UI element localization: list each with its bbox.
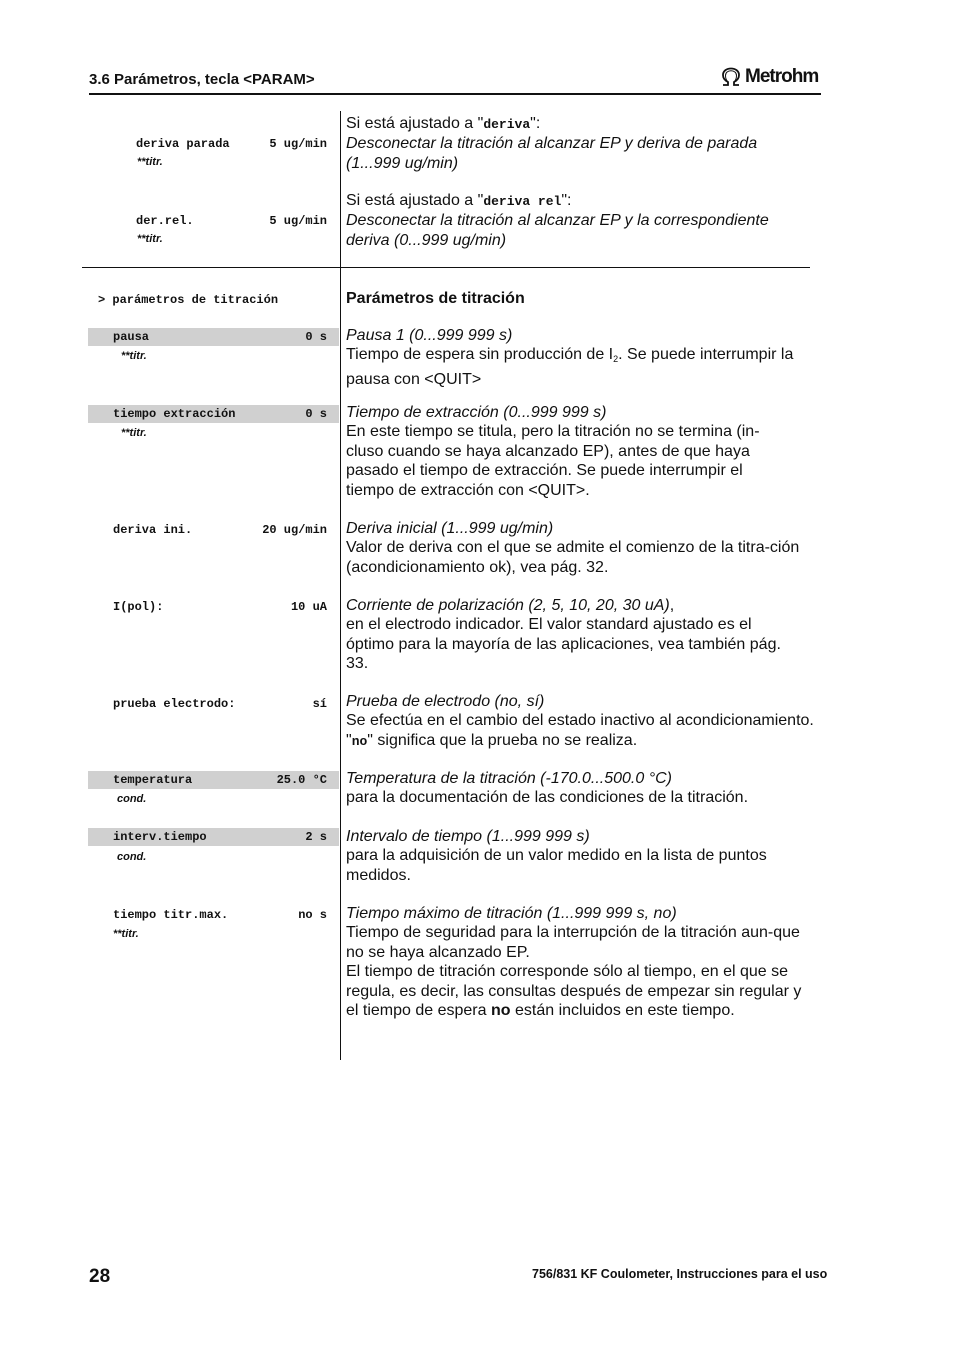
desc-corriente <box>346 596 816 674</box>
desc-title: Temperatura de la titración (-170.0...500.0 °C) <box>346 770 672 787</box>
desc-title: Pausa 1 (0...999 999 s) <box>346 327 513 344</box>
section-title: 3.6 Parámetros, tecla <PARAM> <box>89 71 315 88</box>
setting-value: 2 s <box>305 830 327 844</box>
setting-note: **titr. <box>121 427 147 439</box>
setting-value: 10 uA <box>290 600 327 614</box>
desc-title: Intervalo de tiempo (1...999 999 s) <box>346 828 590 845</box>
setting-key: deriva parada <box>136 137 230 151</box>
setting-key: tiempo titr.max. <box>113 908 229 922</box>
setting-interv-tiempo <box>88 828 339 846</box>
desc-text-b: " significa que la prueba no se realiza. <box>367 731 638 749</box>
setting-key: tiempo extracción <box>113 407 236 421</box>
desc-deriva <box>346 114 816 173</box>
setting-key: temperatura <box>113 773 193 787</box>
desc-text: Desconectar la titración al alcanzar EP y deriva de parada (1...999 ug/min) <box>346 135 758 172</box>
desc-title: Deriva inicial (1...999 ug/min) <box>346 520 554 537</box>
desc-title: Prueba de electrodo (no, sí) <box>346 693 545 710</box>
setting-key: I(pol): <box>113 600 164 614</box>
section-heading: Parámetros de titración <box>346 290 525 307</box>
desc-text: para la adquisición de un valor medido en la lista de puntos medidos. <box>346 847 767 884</box>
desc-text: para la documentación de las condiciones de la titración. <box>346 789 749 807</box>
desc-prueba <box>346 692 816 751</box>
desc-text: Valor de deriva con el que se admite el comienzo de la titra-ción (acondicionamiento ok), vea pág. 32. <box>346 539 800 576</box>
intro-text: Si está ajustado a " <box>346 115 484 132</box>
desc-title: Tiempo máximo de titración (1...999 999 s, no) <box>346 905 677 922</box>
desc-pausa <box>346 326 816 389</box>
desc-extraccion <box>346 403 816 500</box>
setting-value: 25.0 °C <box>276 773 327 787</box>
setting-tiempo-titr-max <box>88 906 339 924</box>
document-title: 756/831 KF Coulometer, Instrucciones para el uso <box>532 1267 828 1281</box>
setting-key: pausa <box>113 330 150 344</box>
desc-title: Corriente de polarización (2, 5, 10, 20, 30 uA) <box>346 597 670 614</box>
setting-deriva-ini <box>88 521 339 539</box>
desc-deriva-rel <box>346 191 816 250</box>
column-divider-bottom <box>340 268 341 1060</box>
setting-value: 0 s <box>305 330 327 344</box>
desc-text <box>346 345 814 389</box>
intro-code: deriva <box>483 117 531 132</box>
desc-text: en el electrodo indicador. El valor standard ajustado es el óptimo para la mayoría de las aplicaciones, vea también pág. 33. <box>346 616 781 673</box>
desc-subscript: 2 <box>613 354 619 365</box>
setting-note: **titr. <box>113 928 139 940</box>
setting-value: 0 s <box>305 407 327 421</box>
setting-der-rel <box>88 212 339 230</box>
setting-note: **titr. <box>121 350 147 362</box>
setting-value: no s <box>298 908 327 922</box>
desc-text-a: Tiempo de espera sin producción de I <box>346 346 614 364</box>
setting-note: **titr. <box>137 233 163 245</box>
menu-heading: > parámetros de titración <box>98 293 279 307</box>
intro-text-end: ": <box>561 192 572 209</box>
desc-text-2 <box>346 962 804 1020</box>
setting-prueba-electrodo <box>88 695 339 713</box>
setting-temperatura <box>88 771 339 789</box>
setting-key: interv.tiempo <box>113 830 207 844</box>
desc-temperatura <box>346 769 816 808</box>
desc-deriva-inicial <box>346 519 816 577</box>
desc-intervalo <box>346 827 816 885</box>
desc-text-b: están incluidos en este tiempo. <box>510 1002 735 1020</box>
setting-note: cond. <box>117 793 147 805</box>
setting-value: 5 ug/min <box>269 214 327 228</box>
desc-bold: no <box>490 1002 511 1020</box>
setting-deriva-parada <box>88 135 339 153</box>
intro-text: Si está ajustado a " <box>346 192 484 209</box>
setting-value: 5 ug/min <box>269 137 327 151</box>
page-number: 28 <box>89 1266 111 1287</box>
setting-value: 20 ug/min <box>262 523 327 537</box>
setting-note: **titr. <box>137 156 163 168</box>
setting-pausa <box>88 328 339 346</box>
setting-value: sí <box>312 697 327 711</box>
brand-name: Metrohm <box>745 66 819 87</box>
desc-text: Desconectar la titración al alcanzar EP y la correspondiente deriva (0...999 ug/min) <box>346 212 769 249</box>
intro-text-end: ": <box>530 115 541 132</box>
desc-title: Tiempo de extracción (0...999 999 s) <box>346 404 607 421</box>
desc-text: En este tiempo se titula, pero la titración no se termina (in-cluso cuando se haya alcanzado EP), antes de que haya pasado el tiempo de extracción. Se puede interrumpir el tiempo de extracción con <QUIT>. <box>346 423 760 499</box>
desc-text-a: El tiempo de titración corresponde sólo al tiempo, en el que se regula, es decir, las consultas después de empezar sin regular y el tiempo de espera <box>346 963 802 1020</box>
desc-title-tail: , <box>669 597 675 614</box>
setting-key: der.rel. <box>136 214 194 228</box>
desc-title-line <box>346 596 816 615</box>
desc-code: no <box>351 733 368 749</box>
desc-text <box>346 711 814 751</box>
desc-tiempo-max <box>346 904 816 1020</box>
intro-code: deriva rel <box>483 194 562 209</box>
desc-text: Tiempo de seguridad para la interrupción de la titración aun-que no se haya alcanzado EP. <box>346 924 800 961</box>
header-rule <box>89 93 821 95</box>
setting-note: cond. <box>117 851 147 863</box>
desc-text-b: . Se puede interrumpir la pausa con <QUIT> <box>346 346 794 388</box>
section-divider <box>82 267 810 268</box>
setting-ipol <box>88 598 339 616</box>
setting-key: prueba electrodo: <box>113 697 236 711</box>
setting-tiempo-extraccion <box>88 405 339 423</box>
desc-intro <box>346 191 816 211</box>
metrohm-logo <box>720 66 818 88</box>
setting-key: deriva ini. <box>113 523 193 537</box>
omega-icon <box>720 67 742 87</box>
desc-text-a: Se efectúa en el cambio del estado inactivo al acondicionamiento. " <box>346 712 814 749</box>
desc-intro <box>346 114 816 134</box>
column-divider-top <box>340 111 341 268</box>
